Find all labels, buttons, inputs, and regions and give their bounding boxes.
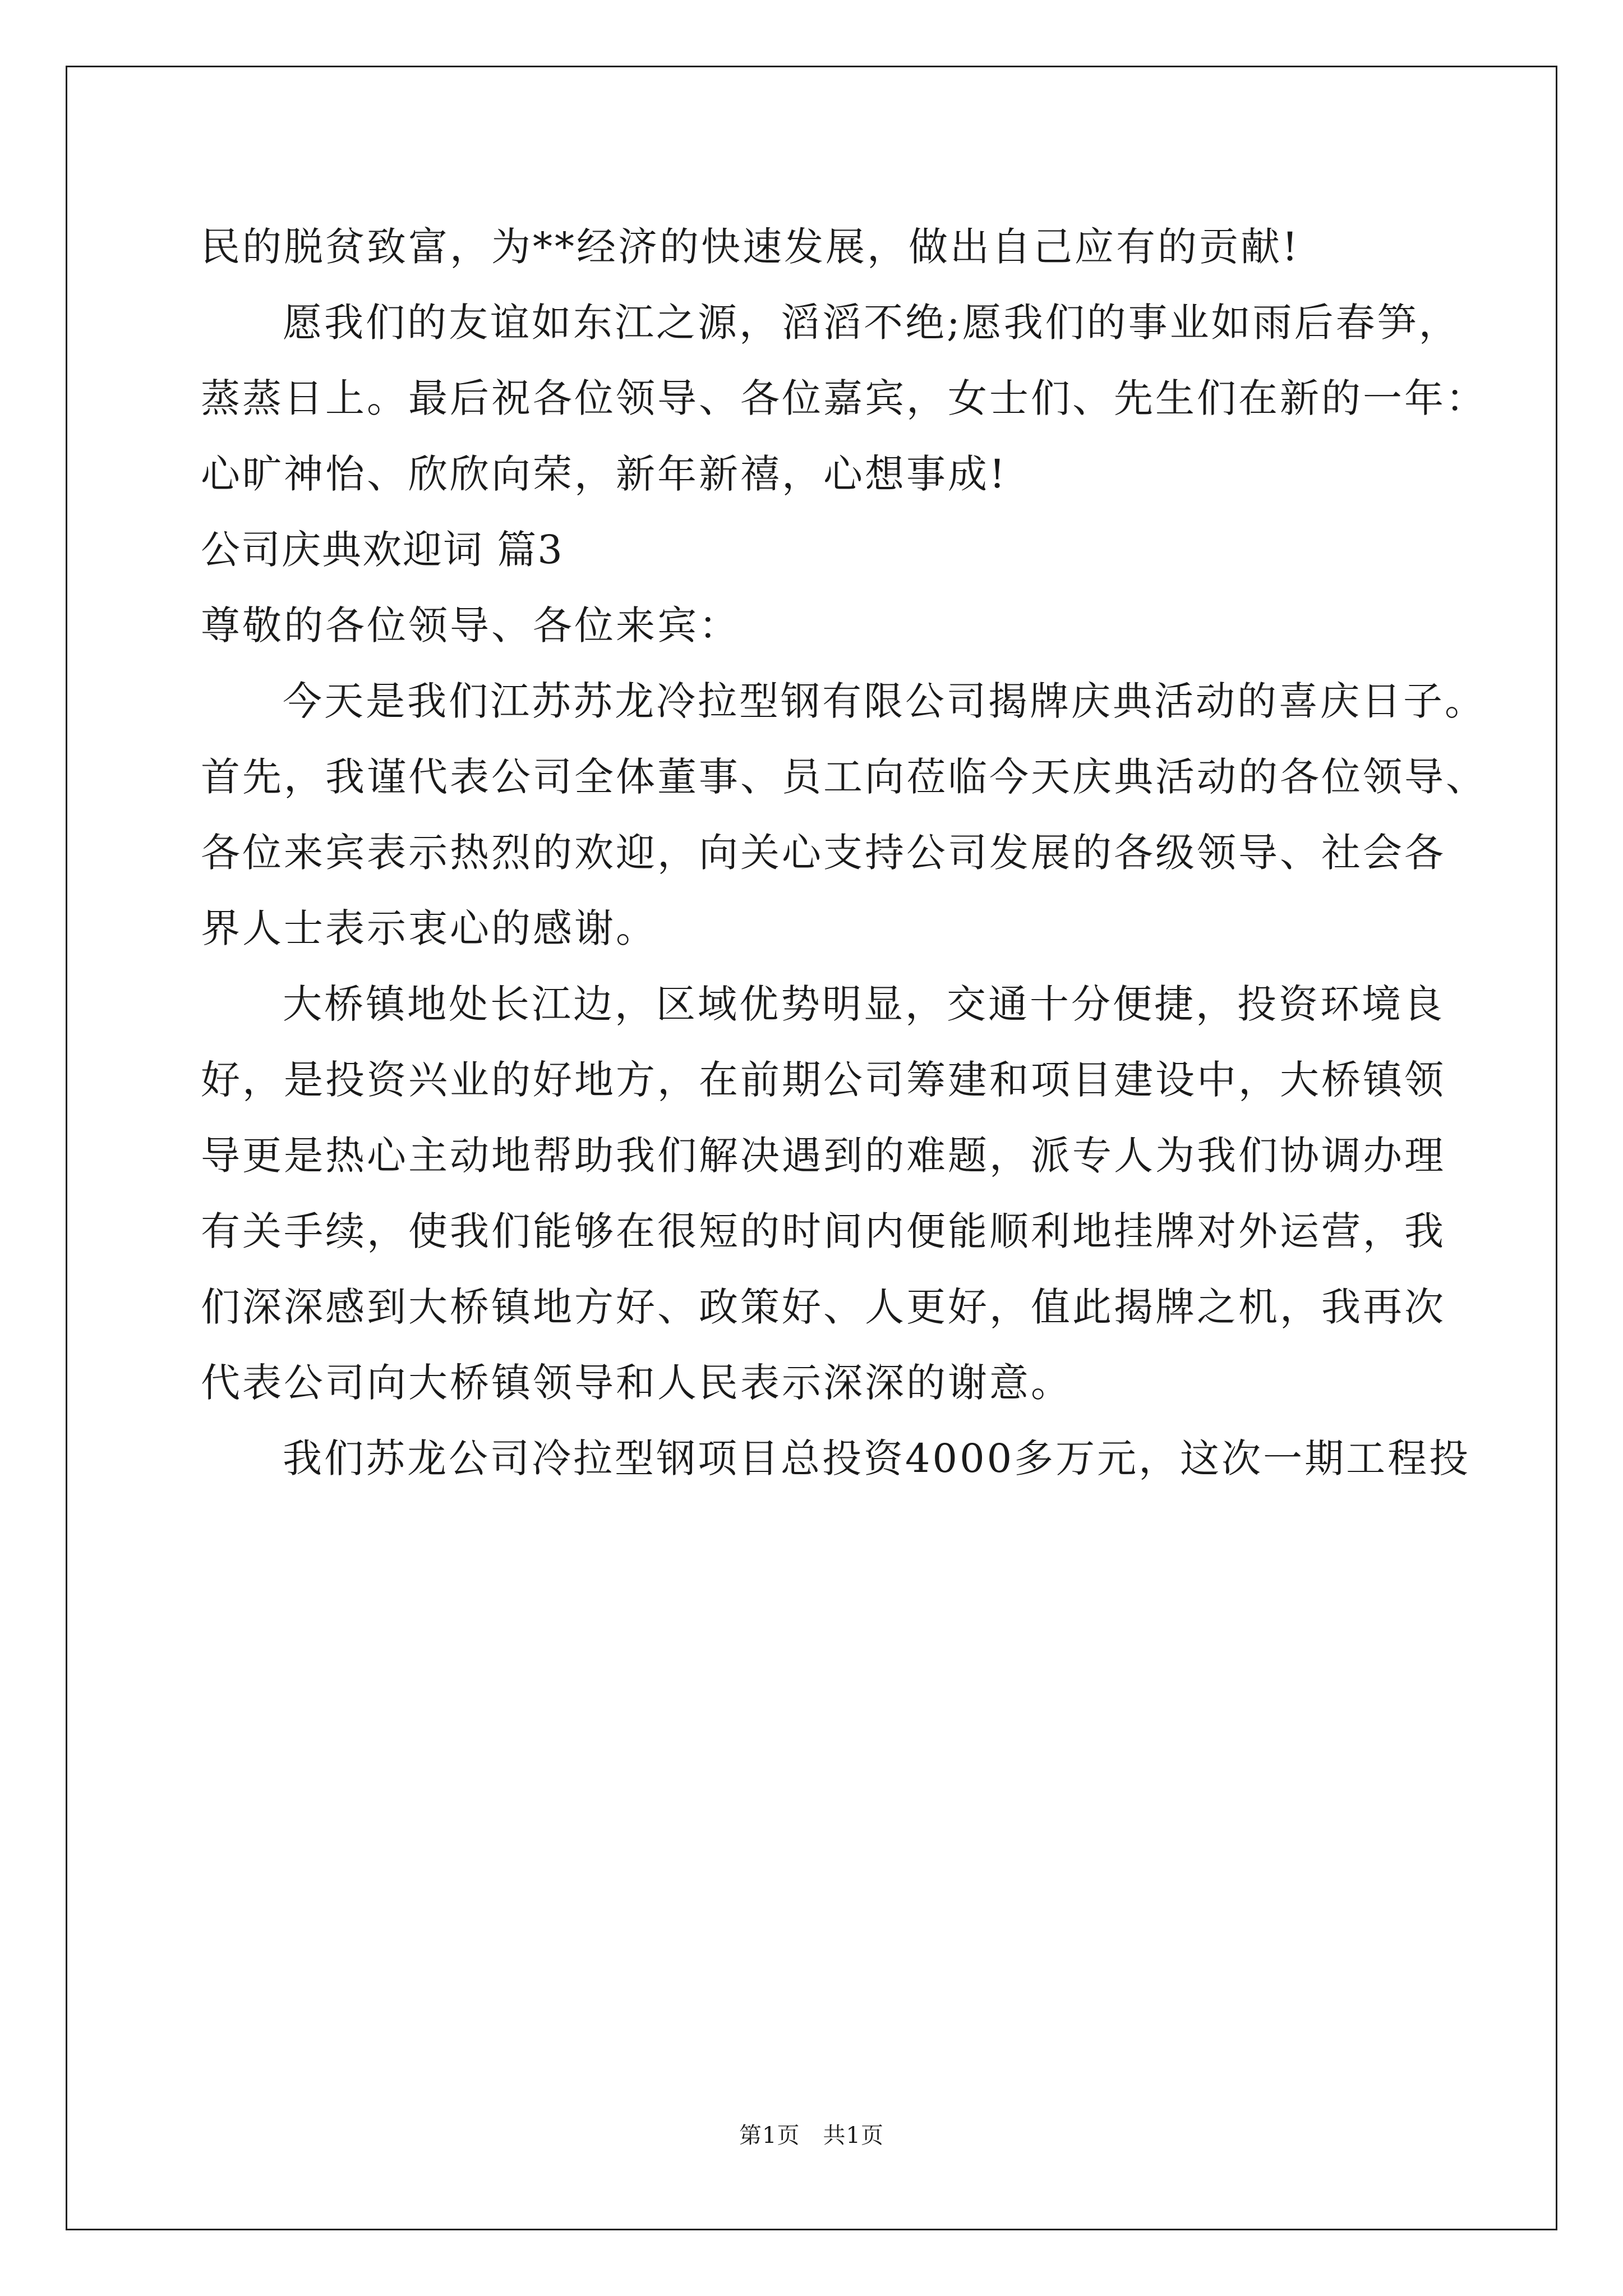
paragraph-line: 代表公司向大桥镇领导和人民表示深深的谢意。 xyxy=(201,1360,1072,1406)
paragraph-line: 导更是热心主动地帮助我们解决遇到的难题，派专人为我们协调办理 xyxy=(201,1133,1446,1179)
paragraph-line: 蒸蒸日上。最后祝各位领导、各位嘉宾，女士们、先生们在新的一年： xyxy=(201,375,1487,421)
paragraph-line: 各位来宾表示热烈的欢迎，向关心支持公司发展的各级领导、社会各 xyxy=(201,830,1446,876)
paragraph-line: 界人士表示衷心的感谢。 xyxy=(201,905,657,951)
paragraph-line: 今天是我们江苏苏龙冷拉型钢有限公司揭牌庆典活动的喜庆日子。 xyxy=(283,678,1486,724)
paragraph-line: 愿我们的友谊如东江之源，滔滔不绝;愿我们的事业如雨后春笋， xyxy=(283,300,1460,346)
paragraph-line: 们深深感到大桥镇地方好、政策好、人更好，值此揭牌之机，我再次 xyxy=(201,1284,1446,1330)
paragraph-line: 大桥镇地处长江边，区域优势明显，交通十分便捷，投资环境良 xyxy=(283,981,1445,1027)
section-heading: 公司庆典欢迎词 篇3 xyxy=(201,527,564,573)
paragraph-line: 心旷神怡、欣欣向荣，新年新禧，心想事成! xyxy=(201,451,1008,497)
paragraph-line: 首先，我谨代表公司全体董事、员工向莅临今天庆典活动的各位领导、 xyxy=(201,754,1487,800)
paragraph-line: 民的脱贫致富，为**经济的快速发展，做出自己应有的贡献! xyxy=(201,224,1301,270)
paragraph-line: 好，是投资兴业的好地方，在前期公司筹建和项目建设中，大桥镇领 xyxy=(201,1057,1446,1103)
paragraph-line: 有关手续，使我们能够在很短的时间内便能顺利地挂牌对外运营，我 xyxy=(201,1208,1446,1254)
paragraph-line: 我们苏龙公司冷拉型钢项目总投资4000多万元，这次一期工程投 xyxy=(283,1435,1471,1481)
page-footer: 第1页 共1页 xyxy=(739,2123,884,2148)
salutation: 尊敬的各位领导、各位来宾： xyxy=(201,602,740,648)
